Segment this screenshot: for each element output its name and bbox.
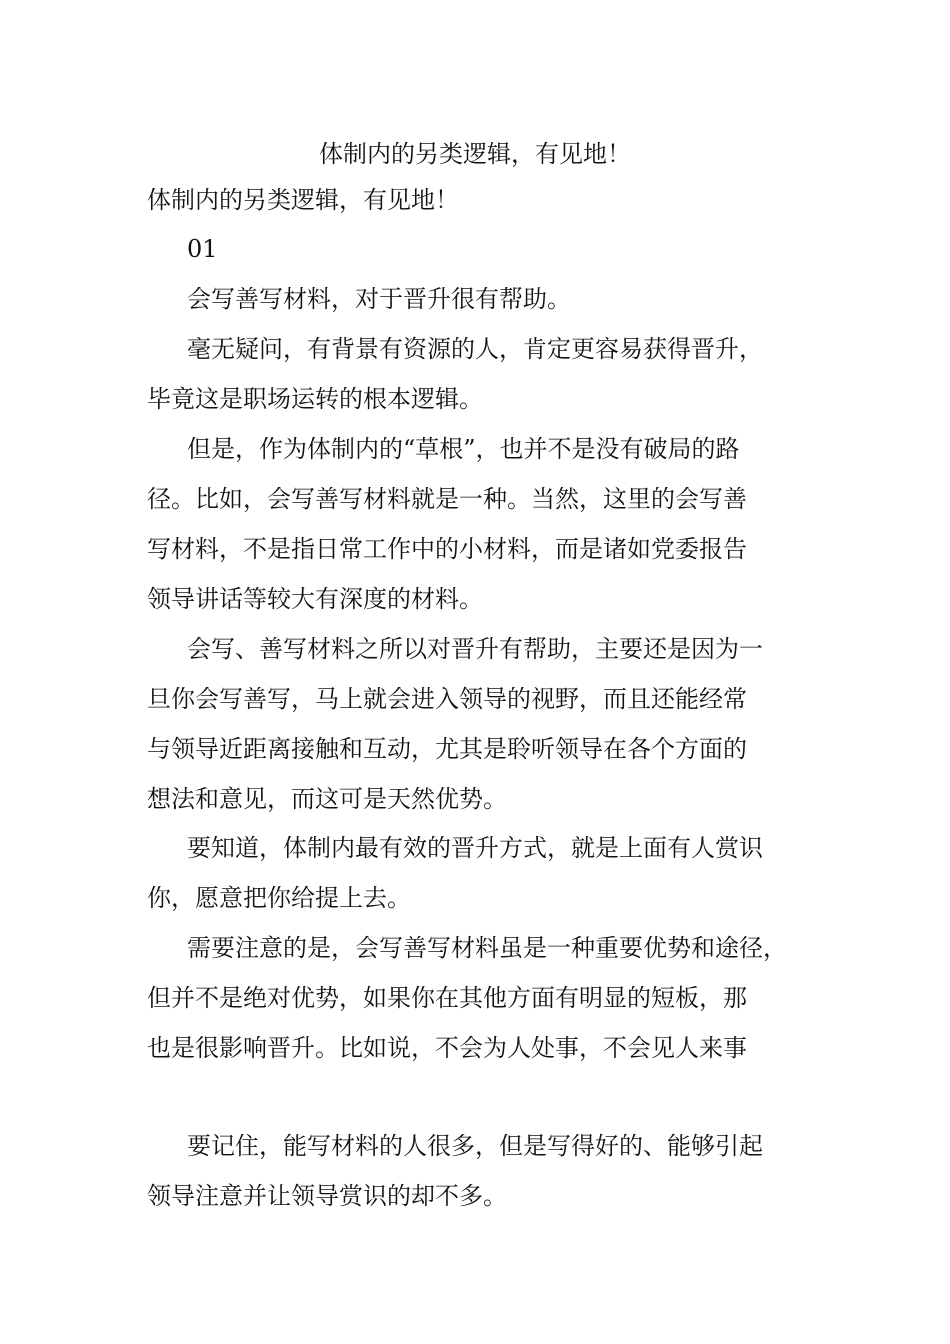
text-line: 但是，作为体制内的“草根”，也并不是没有破局的路 [187,435,740,463]
text-line: 径。比如，会写善写材料就是一种。当然，这里的会写善 [147,485,747,513]
text-line: 你，愿意把你给提上去。 [147,884,411,912]
text-line: 但并不是绝对优势，如果你在其他方面有明显的短板，那 [147,984,747,1012]
text-line: 写材料，不是指日常工作中的小材料，而是诸如党委报告 [147,535,747,563]
document-title: 体制内的另类逻辑，有见地！ [319,140,631,168]
text-line: 想法和意见，而这可是天然优势。 [147,785,507,813]
text-line: 会写、善写材料之所以对晋升有帮助，主要还是因为一 [187,635,763,663]
text-line: 领导注意并让领导赏识的却不多。 [147,1182,507,1210]
text-line: 会写善写材料，对于晋升很有帮助。 [187,285,571,313]
text-line: 与领导近距离接触和互动，尤其是聆听领导在各个方面的 [147,735,747,763]
text-line: 旦你会写善写，马上就会进入领导的视野，而且还能经常 [147,685,747,713]
text-line: 要知道，体制内最有效的晋升方式，就是上面有人赏识 [187,834,763,862]
text-line: 毕竟这是职场运转的根本逻辑。 [147,385,483,413]
text-line: 领导讲话等较大有深度的材料。 [147,585,483,613]
text-line: 体制内的另类逻辑，有见地！ [147,186,459,214]
text-line: 毫无疑问，有背景有资源的人，肯定更容易获得晋升， [187,335,763,363]
text-line: 要记住，能写材料的人很多，但是写得好的、能够引起 [187,1132,763,1160]
text-line: 也是很影响晋升。比如说，不会为人处事，不会见人来事 [147,1034,747,1062]
section-number: 01 [187,235,218,263]
text-line: 需要注意的是，会写善写材料虽是一种重要优势和途径， [187,934,787,962]
